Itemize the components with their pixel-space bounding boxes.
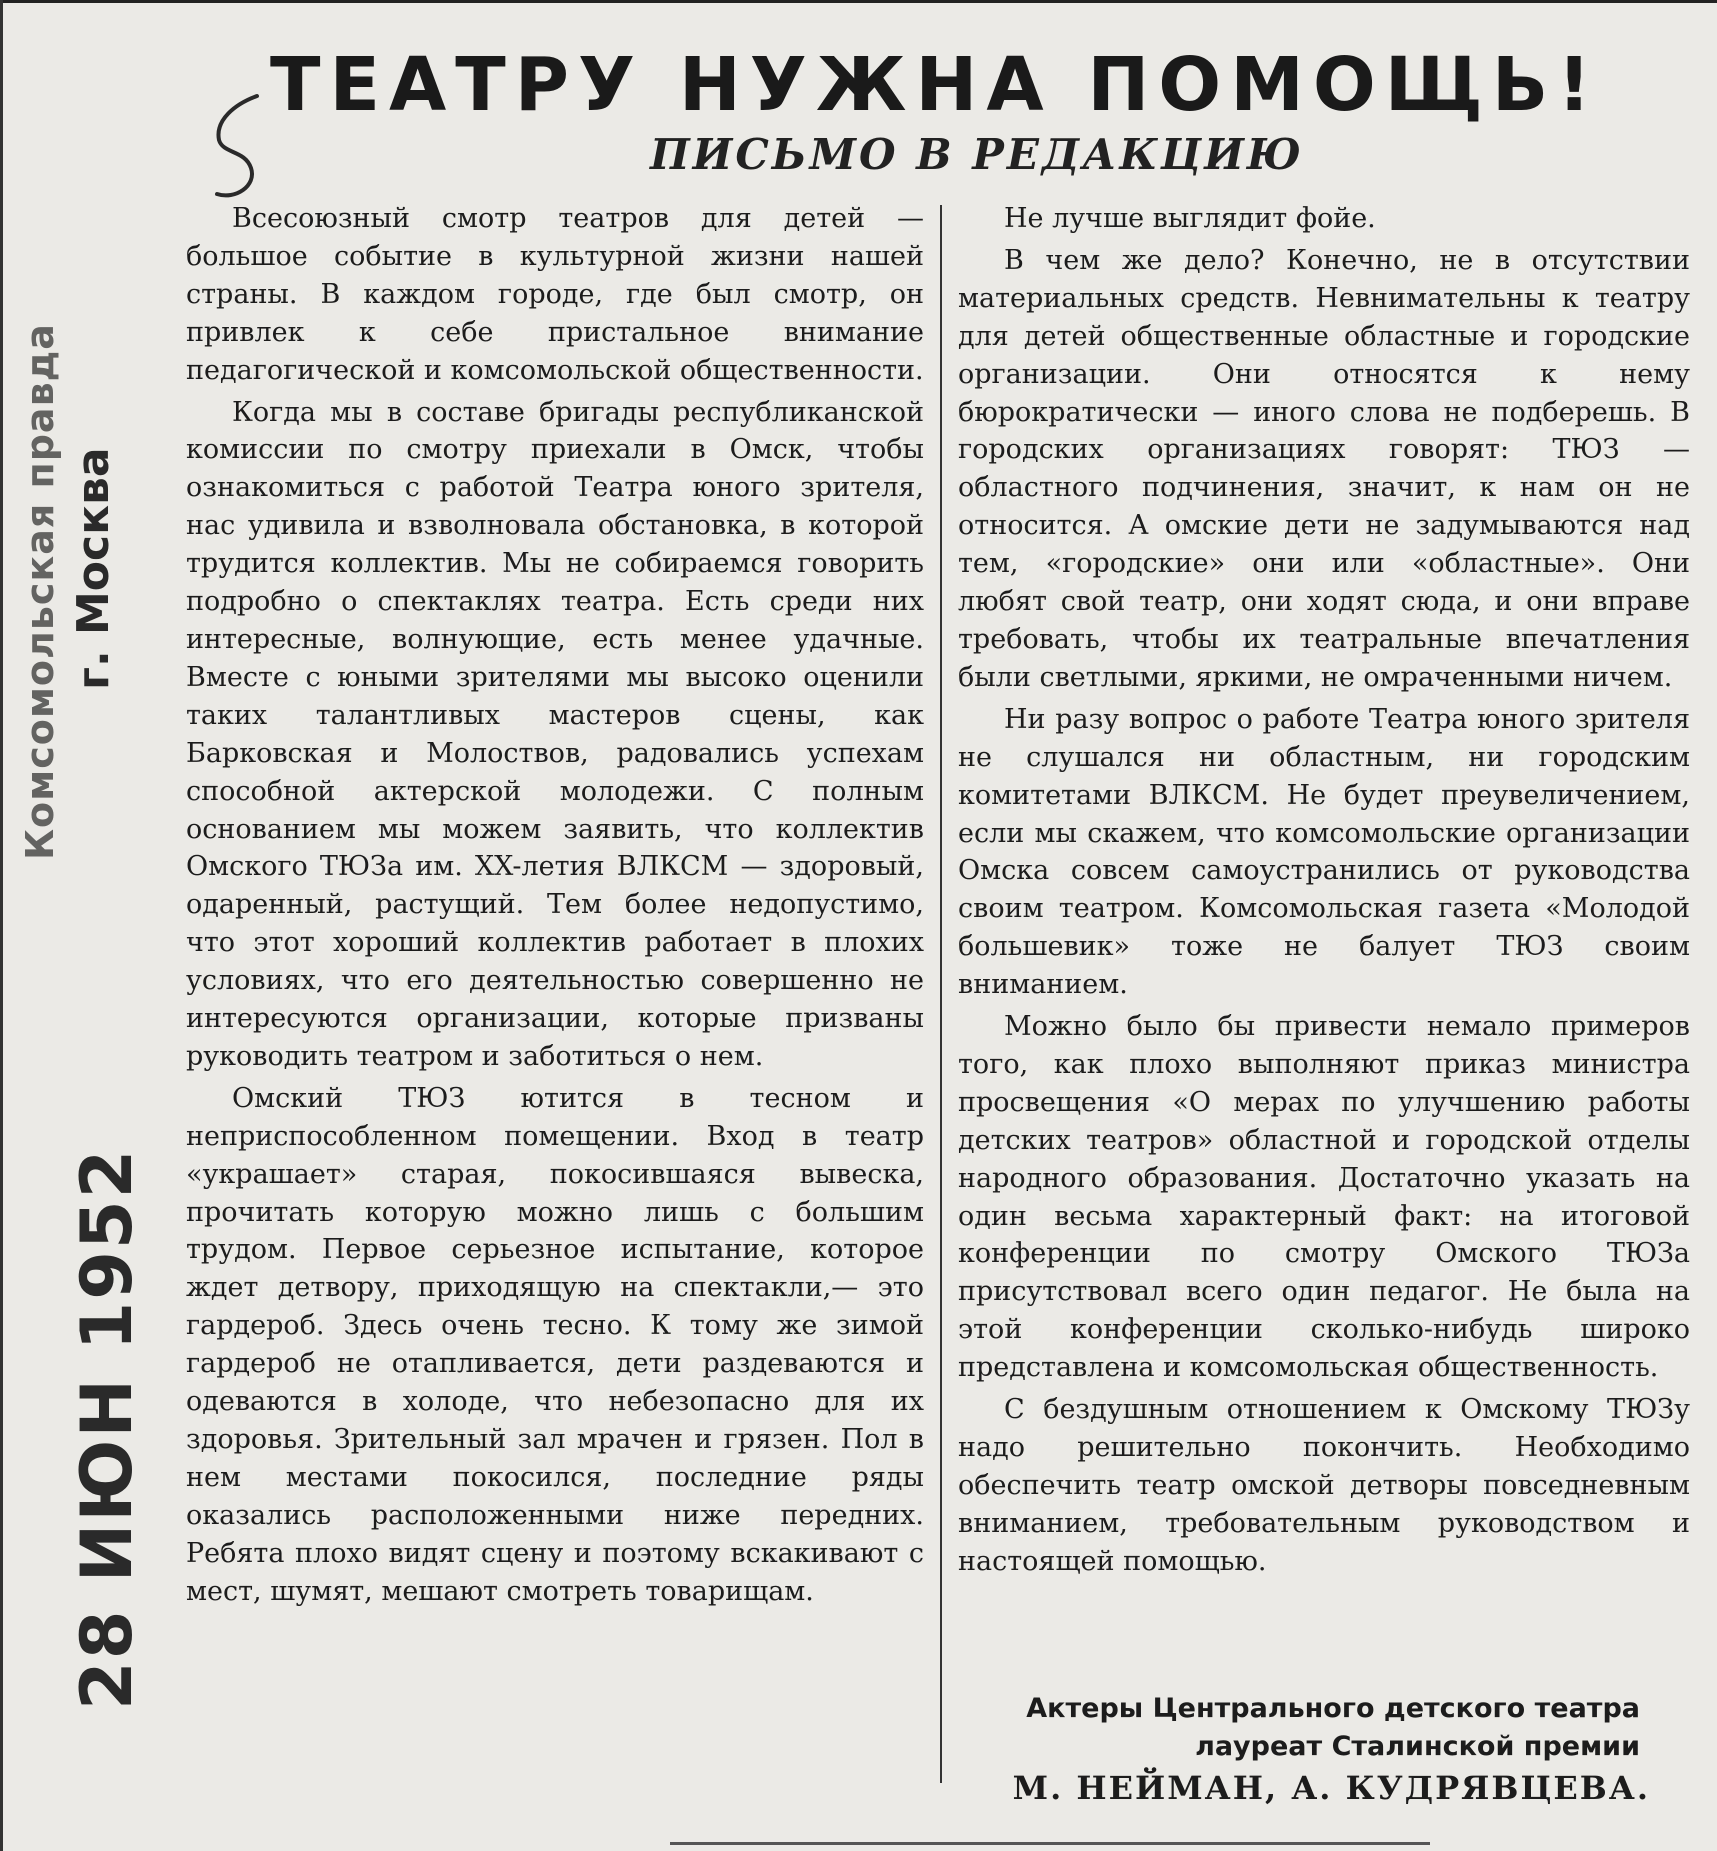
- stamp-newspaper-name: Комсомольская правда: [18, 323, 62, 860]
- paragraph: С бездушным отношением к Омскому ТЮЗу надо решительно покончить. Необходимо обеспечить театр омской детворы повседневным вниманием, требовательным руководством и настоящей помощью.: [958, 1394, 1690, 1577]
- clipping-top-edge: [0, 0, 1717, 3]
- stamp-date: 28 ИЮН 1952: [66, 1147, 148, 1710]
- article-subheadline: ПИСЬМО В РЕДАКЦИЮ: [650, 130, 1304, 179]
- paragraph: В чем же дело? Конечно, не в отсутствии материальных средств. Невнимательны к театру для детей общественные областные и городские организации. Они относятся к нему бюрократически — иного слова не подберешь. В городских организациях говорят: ТЮЗ — областного подчинения, значит, к нам он не относится. А омские дети не задумываются над тем, «городские» они или «областные». Они любят свой театр, они ходят сюда, и они вправе требовать, чтобы их театральные впечатления были светлыми, яркими, не омраченными ничем.: [958, 244, 1690, 693]
- paragraph: Когда мы в составе бригады республиканской комиссии по смотру приехали в Омск, чтобы ознакомиться с работой Театра юного зрителя, нас удивила и взволновала обстановка, в которой трудится коллектив. Мы не собираемся говорить подробно о спектаклях театра. Есть среди них интересные, волнующие, есть менее удачные. Вместе с юными зрителями мы высоко оценили таких талантливых мастеров сцены, как Барковская и Молоствов, радовались успехам способной актерской молодежи. С полным основанием мы можем заявить, что коллектив Омского ТЮЗа им. XX-летия ВЛКСМ — здоровый, одаренный, растущий. Тем более недопустимо, что этот хороший коллектив работает в плохих условиях, что его деятельностью совершенно не интересуются организации, которые призваны руководить театром и заботиться о нем.: [186, 396, 924, 1072]
- paragraph: Всесоюзный смотр театров для детей — большое событие в культурной жизни нашей страны. В каждом городе, где был смотр, он привлек к себе пристальное внимание педагогической и комсомольской общественности.: [186, 203, 924, 386]
- stamp-city: г. Москва: [68, 447, 119, 690]
- article-signature: [958, 1690, 1690, 1810]
- signature-affiliation: Актеры Центрального детского театра: [1026, 1693, 1640, 1724]
- signature-authors: М. НЕЙМАН, А. КУДРЯВЦЕВА.: [1012, 1769, 1650, 1807]
- paragraph: Не лучше выглядит фойе.: [1004, 203, 1376, 234]
- paragraph: Можно было бы привести немало примеров того, как плохо выполняют приказ министра просвещения «О мерах по улучшению работы детских театров» областной и городской отделы народного образования. Достаточно указать на один весьма характерный факт: на итоговой конференции по смотру Омского ТЮЗа присутствовал всего один педагог. Не была на этой конференции сколько-нибудь широко представлена и комсомольская общественность.: [958, 1011, 1690, 1384]
- handwritten-mark-icon: [205, 90, 275, 210]
- paragraph: Омский ТЮЗ ютится в тесном и неприспособленном помещении. Вход в театр «украшает» старая, покосившаяся вывеска, прочитать которую можно лишь с большим трудом. Первое серьезное испытание, которое ждет детвору, приходящую на спектакли,— это гардероб. Здесь очень тесно. К тому же зимой гардероб не отапливается, дети раздеваются и одеваются в холоде, что небезопасно для их здоровья. Зрительный зал мрачен и грязен. Пол в нем местами покосился, последние ряды оказались расположенными ниже передних. Ребята плохо видят сцену и поэтому вскакивают с мест, шумят, мешают смотреть товарищам.: [186, 1082, 924, 1607]
- article-headline: ТЕАТРУ НУЖНА ПОМОЩЬ!: [270, 42, 1600, 128]
- right-text-column: [958, 200, 1690, 1581]
- left-text-column: [186, 200, 924, 1611]
- column-divider: [940, 205, 942, 1783]
- signature-award: лауреат Сталинской премии: [1195, 1731, 1640, 1762]
- archive-stamp: [18, 300, 148, 1710]
- clipping-bottom-edge: [670, 1842, 1430, 1845]
- paragraph: Ни разу вопрос о работе Театра юного зрителя не слушался ни областным, ни городским комитетами ВЛКСМ. Не будет преувеличением, если мы скажем, что комсомольские организации Омска совсем самоустранились от руководства своим театром. Комсомольская газета «Молодой большевик» тоже не балует ТЮЗ своим вниманием.: [958, 703, 1690, 1001]
- clipping-left-edge: [0, 0, 3, 1851]
